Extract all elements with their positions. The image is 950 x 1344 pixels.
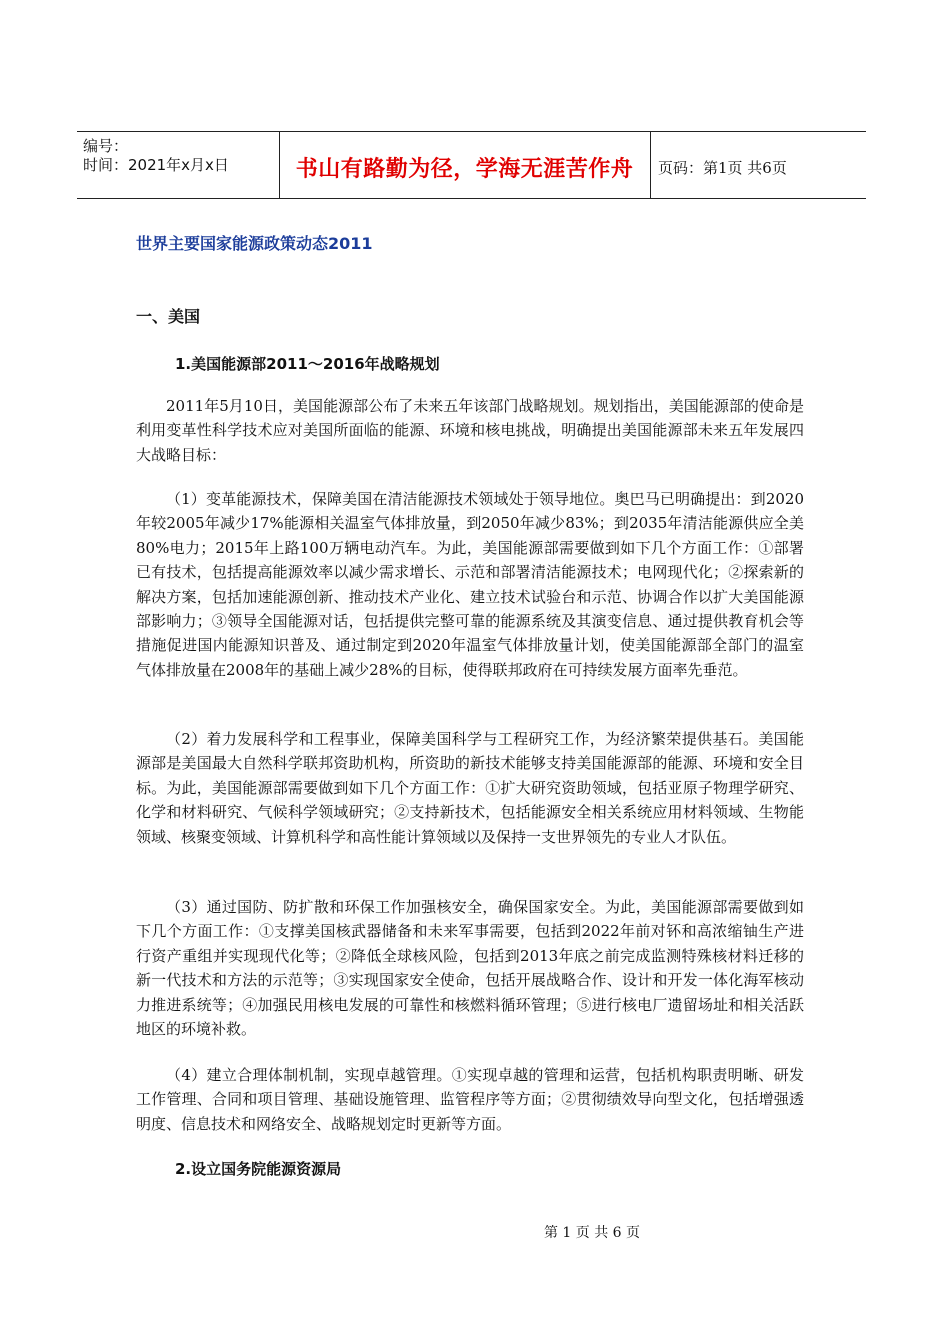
header-page-cell — [650, 132, 866, 198]
document-header — [77, 131, 866, 199]
header-motto-cell — [279, 132, 651, 198]
paragraph: （4）建立合理体制机制，实现卓越管理。①实现卓越的管理和运营，包括机构职责明晰、研发工作管理、合同和项目管理、基础设施管理、监管程序等方面；②贯彻绩效导向型文化，包括增强透明度、信息技术和网络安全、战略规划定时更新等方面。 — [136, 1066, 804, 1133]
header-left-cell — [77, 132, 280, 198]
page-footer: 第 1 页 共 6 页 — [543, 1225, 641, 1241]
subsection-heading: 2.设立国务院能源资源局 — [175, 1160, 342, 1178]
paragraph: （1）变革能源技术，保障美国在清洁能源技术领域处于领导地位。奥巴马已明确提出：到2020年较2005年减少17%能源相关温室气体排放量，到2050年减少83%；到2035年清洁能源供应全美80%电力；2015年上路100万辆电动汽车。为此，美国能源部需要做到如下几个方面工作：①部署已有技术，包括提高能源效率以减少需求增长、示范和部署清洁能源技术；电网现代化；②探索新的解决方案，包括加速能源创新、推动技术产业化、建立技术试验台和示范、协调合作以扩大美国能源部影响力；③领导全国能源对话，包括提供完整可靠的能源系统及其演变信息、通过提供教育机会等措施促进国内能源知识普及、通过制定到2020年温室气体排放量计划，使美国能源部全部门的温室气体排放量在2008年的基础上减少28%的目标，使得联邦政府在可持续发展方面率先垂范。 — [136, 490, 804, 679]
document-number-label: 编号： — [83, 137, 129, 155]
document-title: 世界主要国家能源政策动态2011 — [136, 234, 373, 253]
paragraph: （3）通过国防、防扩散和环保工作加强核安全，确保国家安全。为此，美国能源部需要做到如下几个方面工作：①支撑美国核武器储备和未来军事需要，包括到2022年前对钚和高浓缩铀生产进行资产重组并实现现代化等；②降低全球核风险，包括到2013年底之前完成监测特殊核材料迁移的新一代技术和方法的示范等；③实现国家安全使命，包括开展战略合作、设计和开发一体化海军核动力推进系统等；④加强民用核电发展的可靠性和核燃料循环管理；⑤进行核电厂遗留场址和相关活跃地区的环境补救。 — [136, 898, 804, 1039]
header-page-label: 页码：第1页 共6页 — [658, 159, 787, 177]
section-heading: 一、美国 — [136, 307, 201, 326]
paragraph: （2）着力发展科学和工程事业，保障美国科学与工程研究工作，为经济繁荣提供基石。美国能源部是美国最大自然科学联邦资助机构，所资助的新技术能够支持美国能源部的能源、环境和安全目标。为此，美国能源部需要做到如下几个方面工作：①扩大研究资助领域，包括亚原子物理学研究、化学和材料研究、气候科学领域研究；②支持新技术，包括能源安全相关系统应用材料领域、生物能领域、核聚变领域、计算机科学和高性能计算领域以及保持一支世界领先的专业人才队伍。 — [136, 730, 804, 846]
paragraph: 2011年5月10日，美国能源部公布了未来五年该部门战略规划。规划指出，美国能源部的使命是利用变革性科学技术应对美国所面临的能源、环境和核电挑战，明确提出美国能源部未来五年发展四大战略目标： — [136, 397, 804, 464]
subsection-heading: 1.美国能源部2011～2016年战略规划 — [175, 355, 440, 373]
header-motto: 书山有路勤为径，学海无涯苦作舟 — [295, 157, 634, 182]
document-time-label: 时间：2021年x月x日 — [83, 156, 229, 174]
